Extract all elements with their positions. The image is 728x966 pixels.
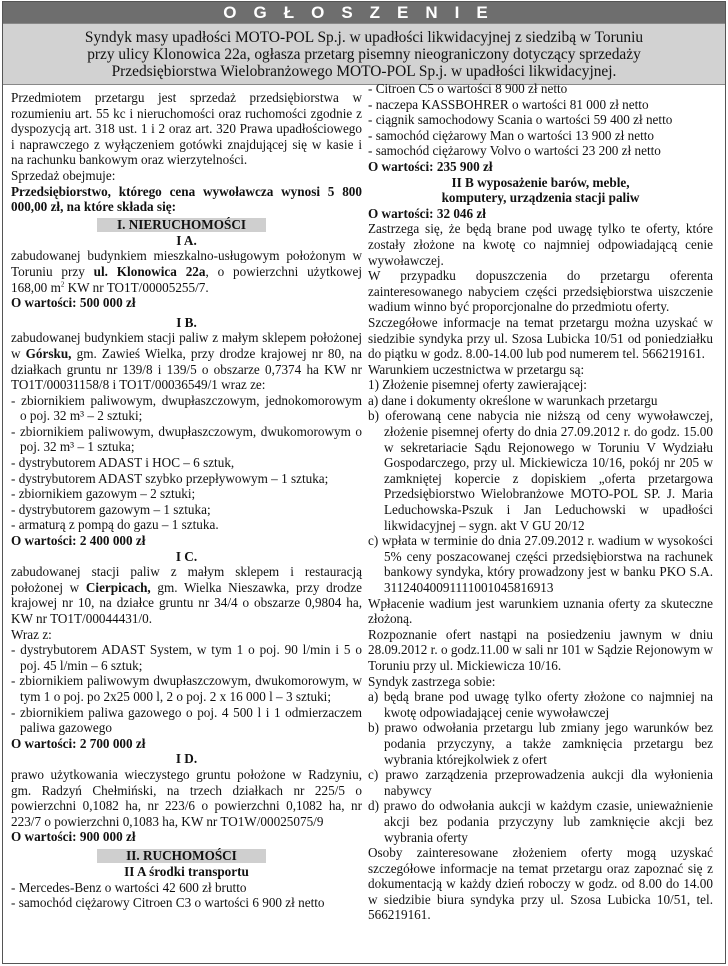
list-item: - zbiornikiem gazowym – 2 sztuki; (11, 486, 196, 502)
contact-paragraph: Osoby zainteresowane złożeniem oferty mogą uzyskać szczegółowe informacje na temat przetargu oraz zapoznać się z dokumentacją w każdy dzień roboczy w godz. od 8.00 do 14.00 w siedzibie biura syndyka przy ul. Szosa Lubicka 10/51, tel. 566219161. (368, 845, 713, 923)
list-item: - dystrybutorem gazowym – 1 sztuka; (11, 501, 211, 517)
intro-line: przy ulicy Klonowica 22a, ogłasza przetarg pisemny nieograniczony dotyczący sprzedaży (87, 46, 641, 63)
conditions-heading: Warunkiem uczestnictwa w przetargu są: (368, 361, 585, 377)
item-heading-ia: I A. (176, 232, 197, 248)
section-heading-real-estate: I. NIERUCHOMOŚCI (97, 218, 266, 232)
item-iia-value: O wartości: 235 900 zł (368, 158, 493, 174)
item-heading-ic: I C. (175, 548, 198, 564)
conditions-item: 1) Złożenie pisemnej oferty zawierającej: (368, 377, 587, 393)
item-iib-value: O wartości: 32 046 zł (368, 205, 486, 221)
list-item: a) będą brane pod uwagę tylko oferty złożone co najmniej na kwotę odpowiadającej cenie wywoławczej (368, 689, 713, 720)
list-item: c) wpłata w terminie do dnia 27.09.2012 r. wadium w wysokości 5% ceny poszacowanej części przedsiębiorstwa na rachunek bankowy syndyka, który prowadzony jest w banku PKO S.A. 31124040091111001045816913 (368, 533, 713, 595)
list-item: a) dane i dokumenty określone w warunkach przetargu (368, 392, 658, 408)
item-id-description: prawo użytkowania wieczystego gruntu położone w Radzyniu, gm. Radzyń Chełmiński, na trzech działkach nr 225/5 o powierzchni 0,1082 ha, nr 223/6 o powierzchni 0,1082 ha, nr 223/7 o powierzchni 0,1083 ha, KW nr TO1W/00025075/9 (11, 766, 362, 829)
item-ia-description: zabudowanej budynkiem mieszkalno-usługowym położonym w Toruniu przy ul. Klonowica 22a, o powierzchni użytkowej 168,00 $m^2$ KW nr TO1T/00005255/7. (11, 248, 362, 295)
item-heading-iib-cont: komputery, urządzenia stacji paliw (441, 190, 640, 206)
list-item: - Mercedes-Benz o wartości 42 600 zł brutto (11, 879, 247, 895)
item-ic-wraz: Wraz z: (11, 626, 52, 642)
item-ic-description: zabudowanej stacji paliw z małym sklepem i restauracją położonej w Cierpicach, gm. Wielka Nieszawka, przy drodze krajowej nr 10, na działce gruntu nr 34/4 o obszarze 0,9804 ha, KW nr TO1T/00044431/0. (11, 564, 362, 626)
item-heading-ib: I B. (176, 314, 197, 330)
intro-line: Syndyk masy upadłości MOTO-POL Sp.j. w upadłości likwidacyjnej z siedzibą w Toruniu (84, 29, 644, 46)
list-item: - dystrybutorem ADAST i HOC – 6 sztuk, (11, 455, 235, 471)
list-item: - ciągnik samochodowy Scania o wartości 59 400 zł netto (368, 112, 673, 128)
section-heading-movables: II. RUCHOMOŚCI (97, 849, 266, 863)
sale-includes: Sprzedaż obejmuje: (11, 167, 116, 183)
partial-offer-paragraph: W przypadku dopuszczenia do przetargu oferenta zainteresowanego nabyciem części przedsiębiorstwa uiszczenie wadium winno być proporcjonalne do przedmiotu oferty. (368, 268, 713, 315)
intro-box (3, 23, 725, 85)
item-heading-id: I D. (175, 751, 198, 767)
list-item: - armaturą z pompą do gazu – 1 sztuka. (11, 517, 219, 533)
list-item: b) oferowaną cene nabycia nie niższą od ceny wywoławczej, złożenie pisemnej oferty do dnia 27.09.2012 r. do godz. 15.00 w sekretariacie Sądu Rejonowego w Toruniu V Wydziału Gospodarczego, przy ul. Mickiewicza 10/16, pokój nr 205 w zamkniętej kopercie z dopiskiem „oferta przetargowa Przedsiębiorstwo Wielobranżowe MOTO-POL SP. J. Maria Leduchowska-Pszuk i Jan Leduchowski w upadłości likwidacyjnej – sygn. akt V GU 20/12 (368, 408, 713, 533)
item-heading-iib: II B wyposażenie barów, meble, (451, 174, 630, 190)
item-ic-value: O wartości: 2 700 000 zł (11, 735, 146, 751)
subject-paragraph: Przedmiotem przetargu jest sprzedaż przedsiębiorstwa w rozumieniu art. 55 kc i nieruchomości oraz ruchomości zgodnie z dyspozycją art. 318 ust. 1 i 2 oraz art. 320 Prawa upadłościowego i naprawczego z wyłączeniem gotówki znajdującej się w kasie i na rachunku bankowym oraz wierzytelności. (11, 90, 362, 168)
item-ib-value: O wartości: 2 400 000 zł (11, 533, 146, 549)
announcement-page (2, 1, 726, 964)
list-item: d) prawo do odwołania aukcji w każdym czasie, unieważnienie akcji bez podania przyczyny lub zamknięcie akcji bez wybrania oferty (368, 798, 713, 845)
item-ib-description: zabudowanej budynkiem stacji paliw z małym sklepem położonej w Górsku, gm. Zawieś Wielka, przy drodze krajowej nr 80, na działkach gruntu nr 139/8 i 139/5 o obszarze 0,7374 ha KW nr TO1T/00031158/8 i TO1T/00036549/1 wraz ze: (11, 330, 362, 393)
list-item: - Citroen C5 o wartości 8 900 zł netto (368, 81, 568, 96)
list-item: - zbiornikiem paliwa gazowego o poj. 4 500 l i 1 odmierzaczem paliwa gazowego (11, 704, 362, 736)
info-paragraph: Szczegółowe informacje na temat przetargu można uzyskać w siedzibie syndyka przy ul. Szosa Lubicka 10/51 od poniedziałku do piątku w godz. 8.00-14.00 lub pod numerem tel. 566219161. (368, 314, 713, 362)
list-item: - samochód ciężarowy Citroen C3 o wartości 6 900 zł netto (11, 895, 325, 911)
item-ia-value: O wartości: 500 000 zł (11, 295, 136, 311)
item-id-value: O wartości: 900 000 zł (11, 829, 136, 845)
deposit-paragraph: Wpłacenie wadium jest warunkiem uznania oferty za skuteczne złożoną. (368, 595, 713, 627)
left-column (11, 85, 362, 923)
right-column (368, 81, 713, 923)
intro-line: Przedsiębiorstwa Wielobranżowego MOTO-POL Sp.j. w upadłości likwidacyjnej. (111, 63, 617, 80)
announcement-banner: OGŁOSZENIE (3, 2, 725, 23)
list-item: - dystrybutorem ADAST szybko przepływowym – 1 sztuka; (11, 470, 329, 486)
list-item: c) prawo zarządzenia przeprowadzenia aukcji dla wyłonienia nabywcy (368, 767, 713, 798)
price-paragraph: Przedsiębiorstwo, którego cena wywoławcza wynosi 5 800 000,00 zł, na które składa się: (11, 183, 362, 215)
trustee-reserves-heading: Syndyk zastrzega sobie: (368, 673, 496, 689)
list-item: b) prawo odwołania przetargu lub zmiany jego warunków bez podania przyczyny, a także zamknięcia przetargu bez wybrania którejkolwiek z ofert (368, 720, 713, 767)
text-columns (3, 81, 725, 923)
reservation-paragraph: Zastrzega się, że będą brane pod uwagę tylko te oferty, które zostały złożone na kwotę co najmniej odpowiadającą cenie wywoławczej. (368, 221, 713, 268)
list-item: - dystrybutorem ADAST System, w tym 1 o poj. 90 l/min i 5 o poj. 45 l/min – 6 sztuk; (11, 642, 362, 673)
list-item: - zbiornikiem paliwowym, dwupłaszczowym, jednokomorowym o poj. 32 m³ – 2 sztuki; (11, 392, 362, 424)
item-heading-iia: II A środki transportu (124, 863, 249, 879)
list-item: - naczepa KASSBOHRER o wartości 81 000 zł netto (368, 96, 649, 112)
list-item: - samochód ciężarowy Man o wartości 13 900 zł netto (368, 127, 655, 143)
opening-paragraph: Rozpoznanie ofert nastąpi na posiedzeniu jawnym w dniu 28.09.2012 r. o godz.11.00 w sali nr 101 w Sądzie Rejonowym w Toruniu przy ul. Mickiewicza 10/16. (368, 626, 713, 673)
list-item: - samochód ciężarowy Volvo o wartości 23 200 zł netto (368, 143, 661, 159)
list-item: - zbiornikiem paliwowym dwupłaszczowym, dwukomorowym, w tym 1 o poj. po 2x25 000 l, 2 o poj. 2 x 16 000 l – 3 sztuki; (11, 673, 362, 704)
list-item: - zbiornikiem paliwowym, dwupłaszczowym, dwukomorowym o poj. 32 m³ – 1 sztuka; (11, 423, 362, 455)
